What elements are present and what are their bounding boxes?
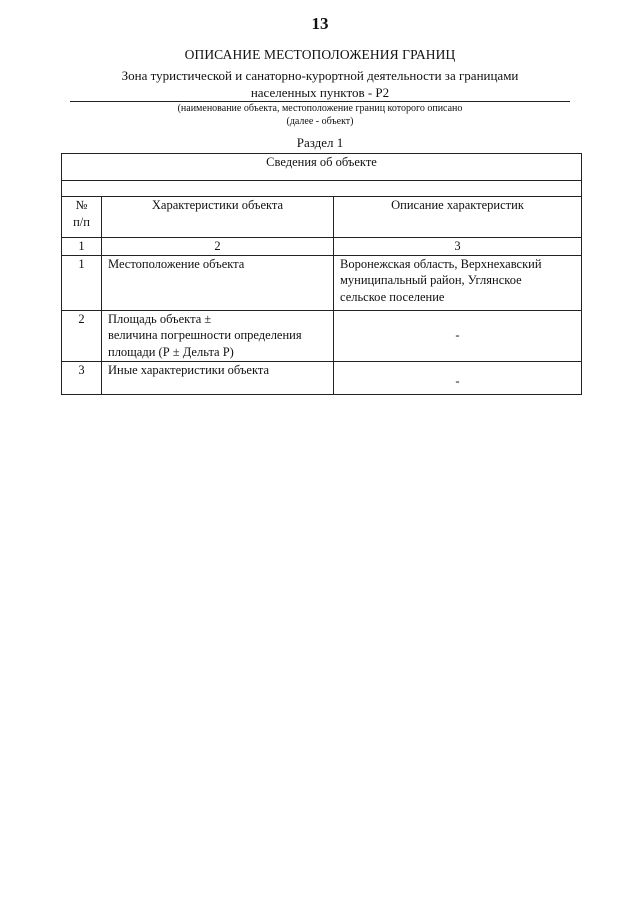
table-title: Сведения об объекте — [62, 154, 582, 181]
page-number: 13 — [311, 14, 329, 33]
description-line: муниципальный район, Углянское — [340, 273, 522, 287]
row-number: 1 — [62, 255, 102, 310]
column-number-row — [62, 238, 582, 256]
object-name-line: Зона туристической и санаторно-курортной деятельности за границами — [121, 68, 519, 83]
column-header-row — [62, 197, 582, 238]
field-caption — [70, 102, 570, 128]
object-info-table — [61, 153, 582, 395]
row-description: - — [334, 310, 582, 361]
column-header-num-line: п/п — [73, 214, 90, 229]
object-name-block — [70, 67, 570, 101]
table-row — [62, 255, 582, 310]
row-characteristic — [102, 310, 334, 361]
column-header-characteristics: Характеристики объекта — [102, 197, 334, 238]
column-number: 3 — [334, 238, 582, 256]
caption-line: (наименование объекта, местоположение границ которого описано — [177, 103, 463, 114]
column-number: 2 — [102, 238, 334, 256]
caption-line: (далее - объект) — [286, 116, 354, 127]
document-title: ОПИСАНИЕ МЕСТОПОЛОЖЕНИЯ ГРАНИЦ — [184, 47, 456, 62]
table-row — [62, 310, 582, 361]
characteristic-line: площади (Р ± Дельта Р) — [108, 344, 234, 359]
table-row — [62, 361, 582, 394]
row-number: 2 — [62, 310, 102, 361]
row-characteristic: Местоположение объекта — [102, 255, 334, 310]
characteristic-line: Площадь объекта ± — [108, 311, 212, 326]
table-empty-row — [62, 181, 582, 197]
column-header-num — [62, 197, 102, 238]
description-line: Воронежская область, Верхнехавский — [340, 256, 542, 271]
object-name-line: населенных пунктов - Р2 — [250, 85, 390, 100]
section-label: Раздел 1 — [296, 135, 344, 150]
characteristic-line: величина погрешности определения — [108, 328, 302, 342]
row-description — [334, 255, 582, 310]
description-line: сельское поселение — [340, 289, 445, 304]
table-title-row — [62, 154, 582, 181]
column-header-description: Описание характеристик — [334, 197, 582, 238]
column-number: 1 — [62, 238, 102, 256]
row-number: 3 — [62, 361, 102, 394]
row-characteristic: Иные характеристики объекта — [102, 361, 334, 394]
column-header-num-line: № — [75, 198, 88, 212]
row-description: - — [334, 361, 582, 394]
empty-cell — [62, 181, 582, 197]
